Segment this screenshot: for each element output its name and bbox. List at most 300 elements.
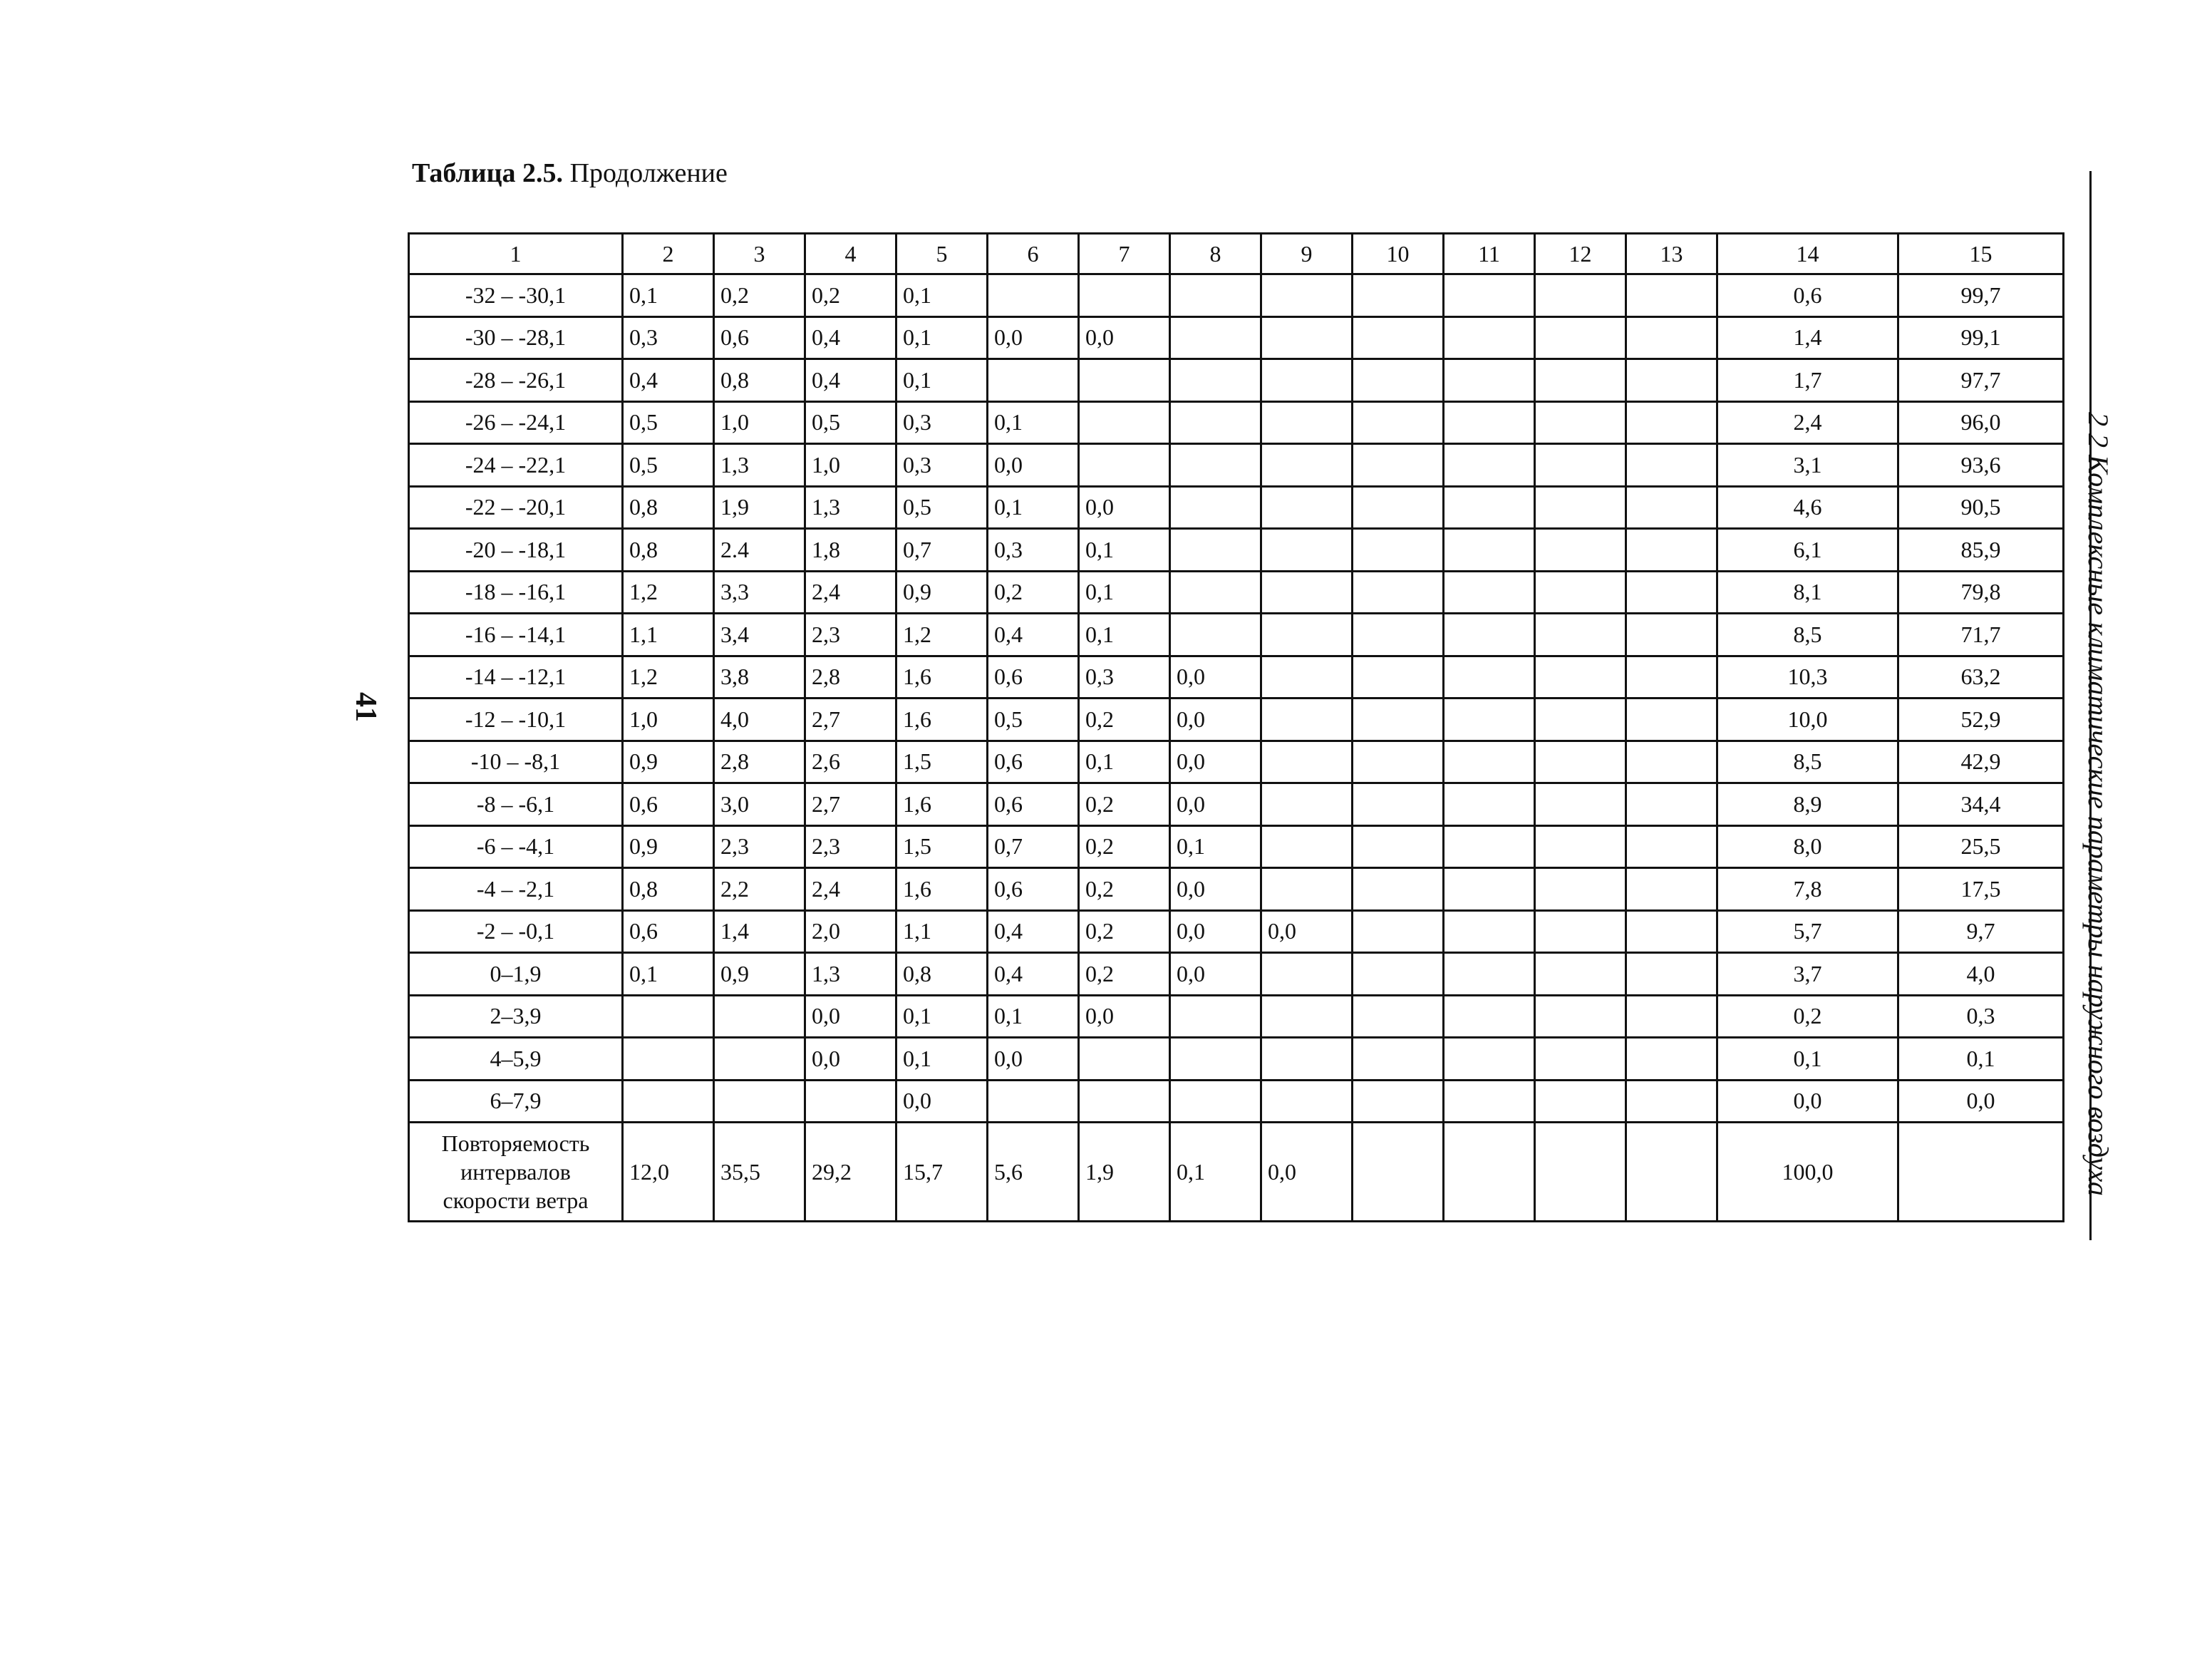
column-header: 4 bbox=[805, 234, 896, 274]
table-cell: 85,9 bbox=[1898, 529, 2064, 572]
table-cell bbox=[1444, 571, 1535, 614]
table-cell bbox=[1444, 1123, 1535, 1222]
column-header: 9 bbox=[1261, 234, 1353, 274]
table-cell bbox=[1170, 571, 1261, 614]
table-cell: 8,5 bbox=[1717, 614, 1898, 656]
table-cell bbox=[1353, 783, 1444, 826]
table-cell: 4,0 bbox=[714, 699, 805, 741]
data-table bbox=[408, 232, 2064, 1222]
table-cell bbox=[1444, 444, 1535, 487]
table-cell bbox=[1353, 910, 1444, 953]
table-cell bbox=[1170, 274, 1261, 317]
table-cell: 0,1 bbox=[1170, 1123, 1261, 1222]
table-caption-label: Таблица 2.5. bbox=[412, 158, 564, 188]
table-cell bbox=[1444, 953, 1535, 996]
table-cell: 3,4 bbox=[714, 614, 805, 656]
row-label: Повторяемость интервалов скорости ветра bbox=[409, 1123, 623, 1222]
table-cell bbox=[1353, 953, 1444, 996]
table-cell: 1,6 bbox=[896, 699, 988, 741]
table-cell bbox=[1079, 444, 1170, 487]
table-cell bbox=[1353, 316, 1444, 359]
table-cell: 3,0 bbox=[714, 783, 805, 826]
table-cell: 0,1 bbox=[988, 995, 1079, 1038]
table-cell bbox=[1353, 656, 1444, 699]
table-body bbox=[409, 274, 2064, 1222]
row-label: -16 – -14,1 bbox=[409, 614, 623, 656]
table-cell bbox=[1261, 699, 1353, 741]
table-cell: 1,5 bbox=[896, 741, 988, 783]
table-cell: 0,1 bbox=[1170, 825, 1261, 868]
table-cell: 0,1 bbox=[896, 316, 988, 359]
table-cell: 1,0 bbox=[714, 401, 805, 444]
table-cell: 0,0 bbox=[988, 444, 1079, 487]
table-cell bbox=[1261, 571, 1353, 614]
table-cell: 1,3 bbox=[714, 444, 805, 487]
column-header: 7 bbox=[1079, 234, 1170, 274]
table-cell bbox=[1626, 741, 1717, 783]
row-label: 0–1,9 bbox=[409, 953, 623, 996]
table-cell bbox=[1170, 486, 1261, 529]
table-cell bbox=[1353, 486, 1444, 529]
table-cell bbox=[1261, 359, 1353, 402]
table-row bbox=[409, 1038, 2064, 1081]
total-row bbox=[409, 1123, 2064, 1222]
table-cell: 0,1 bbox=[896, 1038, 988, 1081]
table-cell: 0,0 bbox=[1261, 910, 1353, 953]
table-cell: 0,2 bbox=[1717, 995, 1898, 1038]
table-row bbox=[409, 656, 2064, 699]
table-cell bbox=[1444, 656, 1535, 699]
table-cell: 0,1 bbox=[896, 359, 988, 402]
table-cell: 0,3 bbox=[623, 316, 714, 359]
table-cell bbox=[1535, 1123, 1626, 1222]
table-cell: 0,5 bbox=[623, 444, 714, 487]
table-cell: 17,5 bbox=[1898, 868, 2064, 911]
column-header: 2 bbox=[623, 234, 714, 274]
table-cell: 0,0 bbox=[1898, 1080, 2064, 1123]
table-cell bbox=[1079, 1038, 1170, 1081]
table-cell bbox=[1626, 274, 1717, 317]
table-cell: 2,3 bbox=[714, 825, 805, 868]
table-row bbox=[409, 783, 2064, 826]
row-label: -20 – -18,1 bbox=[409, 529, 623, 572]
table-cell: 0,0 bbox=[1170, 953, 1261, 996]
table-cell: 0,2 bbox=[1079, 953, 1170, 996]
table-cell: 0,6 bbox=[1717, 274, 1898, 317]
table-row bbox=[409, 699, 2064, 741]
table-row bbox=[409, 614, 2064, 656]
table-row bbox=[409, 486, 2064, 529]
table-cell bbox=[1353, 444, 1444, 487]
table-cell bbox=[1535, 529, 1626, 572]
table-cell bbox=[1535, 656, 1626, 699]
table-cell: 0,6 bbox=[623, 910, 714, 953]
table-cell bbox=[714, 1080, 805, 1123]
row-label: -26 – -24,1 bbox=[409, 401, 623, 444]
table-cell: 4,6 bbox=[1717, 486, 1898, 529]
table-cell bbox=[1261, 486, 1353, 529]
table-cell: 0,3 bbox=[1898, 995, 2064, 1038]
table-cell: 0,1 bbox=[623, 953, 714, 996]
table-cell: 0,2 bbox=[1079, 868, 1170, 911]
table-cell: 0,2 bbox=[1079, 699, 1170, 741]
table-cell bbox=[988, 359, 1079, 402]
table-cell: 3,3 bbox=[714, 571, 805, 614]
table-cell bbox=[1626, 571, 1717, 614]
table-cell: 42,9 bbox=[1898, 741, 2064, 783]
table-cell bbox=[1535, 825, 1626, 868]
table-cell bbox=[1444, 486, 1535, 529]
table-cell: 0,0 bbox=[1261, 1123, 1353, 1222]
table-cell: 7,8 bbox=[1717, 868, 1898, 911]
table-cell bbox=[1535, 614, 1626, 656]
table-cell bbox=[1353, 1123, 1444, 1222]
table-cell: 0,0 bbox=[1079, 995, 1170, 1038]
table-cell: 0,1 bbox=[1079, 741, 1170, 783]
table-cell: 97,7 bbox=[1898, 359, 2064, 402]
table-cell: 1,1 bbox=[623, 614, 714, 656]
column-header: 15 bbox=[1898, 234, 2064, 274]
table-cell: 0,4 bbox=[805, 359, 896, 402]
table-cell bbox=[1170, 316, 1261, 359]
table-cell bbox=[1261, 274, 1353, 317]
table-cell bbox=[1444, 274, 1535, 317]
table-cell bbox=[1170, 529, 1261, 572]
table-cell: 0,0 bbox=[1170, 656, 1261, 699]
row-label: 4–5,9 bbox=[409, 1038, 623, 1081]
table-cell: 0,1 bbox=[623, 274, 714, 317]
table-cell: 2,7 bbox=[805, 783, 896, 826]
table-cell bbox=[1444, 529, 1535, 572]
table-cell: 8,9 bbox=[1717, 783, 1898, 826]
table-cell: 3,8 bbox=[714, 656, 805, 699]
table-cell bbox=[1353, 699, 1444, 741]
table-cell bbox=[1626, 783, 1717, 826]
table-cell: 1,2 bbox=[623, 571, 714, 614]
table-cell: 1,3 bbox=[805, 486, 896, 529]
table-cell bbox=[1626, 1123, 1717, 1222]
table-cell: 0,1 bbox=[988, 401, 1079, 444]
table-cell bbox=[1170, 401, 1261, 444]
table-cell: 0,0 bbox=[1170, 910, 1261, 953]
table-cell: 0,0 bbox=[896, 1080, 988, 1123]
table-cell: 15,7 bbox=[896, 1123, 988, 1222]
table-cell: 1,7 bbox=[1717, 359, 1898, 402]
table-cell: 0,1 bbox=[988, 486, 1079, 529]
running-head: 2 2 Комплексные климатические параметры наружного воздуха bbox=[2082, 412, 2114, 1196]
table-row bbox=[409, 401, 2064, 444]
table-cell bbox=[1261, 741, 1353, 783]
table-cell: 8,5 bbox=[1717, 741, 1898, 783]
table-cell bbox=[1444, 359, 1535, 402]
table-cell: 0,2 bbox=[714, 274, 805, 317]
table-cell: 0,2 bbox=[805, 274, 896, 317]
row-label: -18 – -16,1 bbox=[409, 571, 623, 614]
table-cell bbox=[1353, 614, 1444, 656]
table-cell bbox=[1079, 401, 1170, 444]
table-cell bbox=[1261, 1038, 1353, 1081]
table-cell: 12,0 bbox=[623, 1123, 714, 1222]
table-row bbox=[409, 741, 2064, 783]
table-cell: 3,7 bbox=[1717, 953, 1898, 996]
table-cell bbox=[1535, 953, 1626, 996]
table-cell bbox=[1535, 995, 1626, 1038]
table-row bbox=[409, 868, 2064, 911]
table-cell bbox=[1261, 529, 1353, 572]
table-cell bbox=[1535, 316, 1626, 359]
table-cell bbox=[1626, 486, 1717, 529]
table-cell: 0,0 bbox=[805, 995, 896, 1038]
table-caption bbox=[412, 160, 728, 187]
table-cell: 0,9 bbox=[896, 571, 988, 614]
table-cell: 0,2 bbox=[1079, 910, 1170, 953]
header-row bbox=[409, 234, 2064, 274]
table-cell: 0,5 bbox=[896, 486, 988, 529]
table-cell: 0,1 bbox=[1079, 529, 1170, 572]
table-cell: 71,7 bbox=[1898, 614, 2064, 656]
table-cell: 0,8 bbox=[623, 868, 714, 911]
table-cell: 0,7 bbox=[896, 529, 988, 572]
column-header: 10 bbox=[1353, 234, 1444, 274]
table-cell: 0,7 bbox=[988, 825, 1079, 868]
row-label: 2–3,9 bbox=[409, 995, 623, 1038]
table-cell: 0,0 bbox=[988, 316, 1079, 359]
table-cell: 0,4 bbox=[988, 953, 1079, 996]
row-label: -32 – -30,1 bbox=[409, 274, 623, 317]
table-cell: 99,1 bbox=[1898, 316, 2064, 359]
table-cell: 0,6 bbox=[988, 656, 1079, 699]
table-cell: 0,2 bbox=[1079, 783, 1170, 826]
table-cell bbox=[1626, 868, 1717, 911]
table-cell bbox=[1535, 444, 1626, 487]
table-cell: 2,8 bbox=[714, 741, 805, 783]
table-cell: 0,0 bbox=[1079, 316, 1170, 359]
column-header: 13 bbox=[1626, 234, 1717, 274]
table-cell: 0,3 bbox=[1079, 656, 1170, 699]
table-cell bbox=[1353, 571, 1444, 614]
table-cell: 0,6 bbox=[988, 783, 1079, 826]
row-label: -12 – -10,1 bbox=[409, 699, 623, 741]
table-cell bbox=[1261, 401, 1353, 444]
table-caption-suffix: Продолжение bbox=[569, 158, 728, 188]
table-cell: 0,1 bbox=[1898, 1038, 2064, 1081]
table-row bbox=[409, 825, 2064, 868]
table-cell bbox=[1170, 359, 1261, 402]
table-cell bbox=[1079, 359, 1170, 402]
table-cell: 1,5 bbox=[896, 825, 988, 868]
table-cell bbox=[1626, 359, 1717, 402]
table-cell: 0,1 bbox=[1717, 1038, 1898, 1081]
table-cell bbox=[1444, 910, 1535, 953]
table-row bbox=[409, 995, 2064, 1038]
table-cell: 2,3 bbox=[805, 614, 896, 656]
table-cell: 0,0 bbox=[1170, 699, 1261, 741]
table-cell: 0,1 bbox=[896, 995, 988, 1038]
table-cell: 2,2 bbox=[714, 868, 805, 911]
table-cell: 1,8 bbox=[805, 529, 896, 572]
table-cell bbox=[1626, 656, 1717, 699]
table-cell bbox=[1353, 741, 1444, 783]
table-cell bbox=[1170, 614, 1261, 656]
table-cell bbox=[1535, 401, 1626, 444]
table-cell bbox=[1170, 995, 1261, 1038]
table-cell: 79,8 bbox=[1898, 571, 2064, 614]
table-cell bbox=[1626, 1038, 1717, 1081]
table-cell: 10,3 bbox=[1717, 656, 1898, 699]
table-cell: 2.4 bbox=[714, 529, 805, 572]
table-cell: 1,0 bbox=[805, 444, 896, 487]
table-cell bbox=[1353, 1038, 1444, 1081]
table-cell bbox=[1626, 1080, 1717, 1123]
table-cell: 0,8 bbox=[623, 486, 714, 529]
table-cell: 0,5 bbox=[988, 699, 1079, 741]
table-cell bbox=[1261, 783, 1353, 826]
table-cell bbox=[1353, 995, 1444, 1038]
table-cell bbox=[1261, 656, 1353, 699]
table-cell bbox=[1353, 529, 1444, 572]
table-cell bbox=[1626, 529, 1717, 572]
table-cell: 0,8 bbox=[623, 529, 714, 572]
table-cell bbox=[1535, 910, 1626, 953]
table-cell: 0,4 bbox=[623, 359, 714, 402]
table-cell bbox=[1626, 995, 1717, 1038]
table-cell bbox=[1261, 1080, 1353, 1123]
table-cell: 0,1 bbox=[1079, 614, 1170, 656]
table-cell: 1,6 bbox=[896, 868, 988, 911]
table-cell: 0,9 bbox=[714, 953, 805, 996]
table-cell: 0,0 bbox=[1717, 1080, 1898, 1123]
table-row bbox=[409, 316, 2064, 359]
table-cell: 4,0 bbox=[1898, 953, 2064, 996]
table-cell bbox=[1261, 614, 1353, 656]
table-cell: 0,6 bbox=[623, 783, 714, 826]
table-cell: 93,6 bbox=[1898, 444, 2064, 487]
column-header: 3 bbox=[714, 234, 805, 274]
row-label: -2 – -0,1 bbox=[409, 910, 623, 953]
table-cell bbox=[1170, 1080, 1261, 1123]
table-cell bbox=[1626, 953, 1717, 996]
table-cell: 0,6 bbox=[988, 868, 1079, 911]
table-cell: 0,1 bbox=[896, 274, 988, 317]
table-cell bbox=[1353, 1080, 1444, 1123]
table-cell: 100,0 bbox=[1717, 1123, 1898, 1222]
table-row bbox=[409, 910, 2064, 953]
table-cell bbox=[1535, 699, 1626, 741]
column-header: 5 bbox=[896, 234, 988, 274]
table-cell bbox=[1444, 783, 1535, 826]
table-cell bbox=[1626, 444, 1717, 487]
table-cell bbox=[1261, 316, 1353, 359]
table-cell: 8,0 bbox=[1717, 825, 1898, 868]
table-cell: 0,0 bbox=[1079, 486, 1170, 529]
table-cell bbox=[1444, 1038, 1535, 1081]
table-cell bbox=[1535, 274, 1626, 317]
table-cell bbox=[1261, 444, 1353, 487]
table-cell: 2,4 bbox=[805, 571, 896, 614]
table-cell bbox=[1535, 1080, 1626, 1123]
row-label: -4 – -2,1 bbox=[409, 868, 623, 911]
table-cell: 0,8 bbox=[896, 953, 988, 996]
table-cell: 0,1 bbox=[1079, 571, 1170, 614]
table-cell bbox=[988, 1080, 1079, 1123]
table-cell: 0,2 bbox=[988, 571, 1079, 614]
row-label: 6–7,9 bbox=[409, 1080, 623, 1123]
table-cell: 0,8 bbox=[714, 359, 805, 402]
table-cell: 0,4 bbox=[988, 910, 1079, 953]
table-cell: 1,9 bbox=[1079, 1123, 1170, 1222]
table-cell: 1,1 bbox=[896, 910, 988, 953]
row-label: -6 – -4,1 bbox=[409, 825, 623, 868]
table-cell bbox=[1261, 825, 1353, 868]
table-cell bbox=[1353, 868, 1444, 911]
table-cell: 0,3 bbox=[896, 444, 988, 487]
table-cell bbox=[1170, 1038, 1261, 1081]
table-cell: 0,9 bbox=[623, 741, 714, 783]
row-label: -10 – -8,1 bbox=[409, 741, 623, 783]
column-header: 11 bbox=[1444, 234, 1535, 274]
table-cell: 0,6 bbox=[714, 316, 805, 359]
table-cell bbox=[1444, 825, 1535, 868]
table-cell bbox=[805, 1080, 896, 1123]
table-cell: 1,2 bbox=[896, 614, 988, 656]
table-cell bbox=[1444, 699, 1535, 741]
table-cell: 90,5 bbox=[1898, 486, 2064, 529]
table-cell: 9,7 bbox=[1898, 910, 2064, 953]
table-cell bbox=[714, 1038, 805, 1081]
table-cell bbox=[1535, 571, 1626, 614]
table-cell bbox=[1444, 995, 1535, 1038]
table-row bbox=[409, 953, 2064, 996]
table-cell bbox=[1626, 699, 1717, 741]
table-cell bbox=[1535, 359, 1626, 402]
table-cell bbox=[1535, 783, 1626, 826]
table-cell: 0,3 bbox=[896, 401, 988, 444]
column-header: 1 bbox=[409, 234, 623, 274]
table-cell bbox=[623, 1038, 714, 1081]
table-cell: 1,6 bbox=[896, 783, 988, 826]
table-cell: 1,4 bbox=[1717, 316, 1898, 359]
table-cell: 99,7 bbox=[1898, 274, 2064, 317]
table-cell: 1,0 bbox=[623, 699, 714, 741]
table-cell: 0,0 bbox=[988, 1038, 1079, 1081]
column-header: 8 bbox=[1170, 234, 1261, 274]
table-cell bbox=[1444, 741, 1535, 783]
table-container bbox=[408, 232, 2064, 1222]
table-row bbox=[409, 571, 2064, 614]
table-cell: 2,8 bbox=[805, 656, 896, 699]
table-cell: 0,5 bbox=[623, 401, 714, 444]
table-cell bbox=[1261, 868, 1353, 911]
table-cell: 6,1 bbox=[1717, 529, 1898, 572]
table-row bbox=[409, 359, 2064, 402]
table-cell: 2,7 bbox=[805, 699, 896, 741]
table-cell: 1,9 bbox=[714, 486, 805, 529]
page-number: 41 bbox=[349, 692, 382, 722]
table-cell bbox=[1261, 995, 1353, 1038]
table-cell bbox=[1444, 868, 1535, 911]
table-cell bbox=[1353, 274, 1444, 317]
table-cell: 0,3 bbox=[988, 529, 1079, 572]
row-label: -22 – -20,1 bbox=[409, 486, 623, 529]
table-cell: 3,1 bbox=[1717, 444, 1898, 487]
table-cell: 25,5 bbox=[1898, 825, 2064, 868]
table-cell bbox=[1444, 1080, 1535, 1123]
table-cell: 0,0 bbox=[1170, 868, 1261, 911]
table-cell: 2,3 bbox=[805, 825, 896, 868]
table-cell bbox=[714, 995, 805, 1038]
table-cell: 2,4 bbox=[805, 868, 896, 911]
table-cell: 0,5 bbox=[805, 401, 896, 444]
